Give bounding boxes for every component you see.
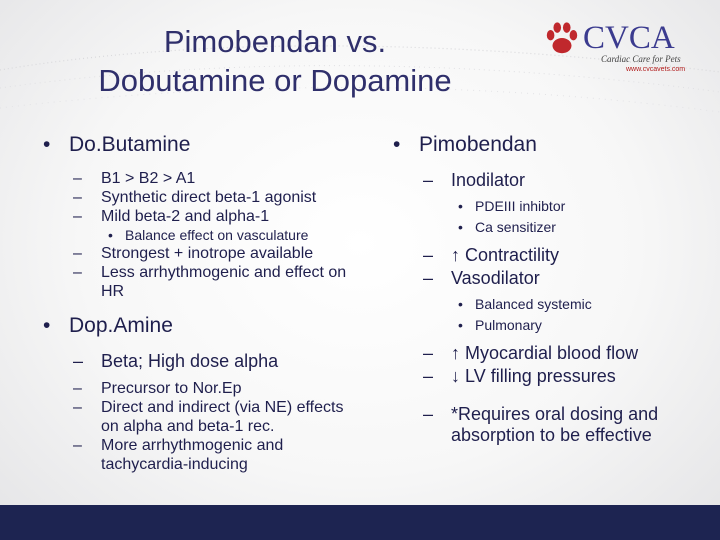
list-item: – Strongest + inotrope available bbox=[73, 245, 314, 262]
cvca-logo bbox=[543, 18, 693, 78]
list-item: – Inodilator bbox=[423, 170, 526, 190]
list-item: – Less arrhythmogenic and effect on HR bbox=[73, 264, 347, 300]
pimobendan-list bbox=[423, 169, 713, 446]
list-item: – Mild beta-2 and alpha-1 bbox=[73, 208, 270, 225]
right-column bbox=[393, 132, 713, 446]
up-arrow-icon: ↑ bbox=[451, 245, 460, 265]
list-item: – ↓ LV filling pressures bbox=[423, 366, 616, 386]
bullet: • bbox=[43, 133, 51, 156]
title-line-2: Dobutamine or Dopamine bbox=[98, 63, 452, 98]
footer-bar bbox=[0, 505, 720, 540]
list-item: – Beta; High dose alpha bbox=[73, 351, 279, 371]
sub-list-item: • PDEIII inhibtor bbox=[458, 198, 566, 214]
sub-list-item: • Ca sensitizer bbox=[458, 219, 556, 235]
list-item: – Vasodilator bbox=[423, 268, 540, 288]
paw-icon bbox=[543, 20, 581, 58]
left-column bbox=[43, 132, 363, 486]
sub-list-item: • Pulmonary bbox=[458, 317, 542, 333]
logo-brand: CVCA bbox=[583, 20, 675, 56]
list-item: – Direct and indirect (via NE) effects on alpha and beta-1 rec. bbox=[73, 399, 344, 435]
bullet: • bbox=[393, 133, 401, 156]
up-arrow-icon: ↑ bbox=[451, 343, 460, 363]
list-item: – *Requires oral dosing and absorption to be effective bbox=[423, 404, 659, 445]
slide-title bbox=[40, 22, 510, 100]
logo-tagline: Cardiac Care for Pets bbox=[601, 54, 681, 64]
list-item: – B1 > B2 > A1 bbox=[73, 170, 196, 187]
sub-list-item: • Balance effect on vasculature bbox=[108, 227, 309, 243]
list-item: – More arrhythmogenic and tachycardia-inducing bbox=[73, 437, 284, 473]
bullet: • bbox=[43, 314, 51, 337]
pimobendan-heading: • Pimobendan bbox=[393, 133, 537, 156]
down-arrow-icon: ↓ bbox=[451, 366, 460, 386]
list-item: – ↑ Myocardial blood flow bbox=[423, 343, 639, 363]
list-item: – ↑ Contractility bbox=[423, 245, 560, 265]
logo-website: www.cvcavets.com bbox=[626, 66, 686, 73]
dobutamine-list bbox=[73, 169, 363, 301]
dobutamine-heading: • Do.Butamine bbox=[43, 133, 191, 156]
list-item: – Precursor to Nor.Ep bbox=[73, 380, 242, 397]
dopamine-list bbox=[73, 350, 363, 474]
sub-list-item: • Balanced systemic bbox=[458, 296, 592, 312]
list-item: – Synthetic direct beta-1 agonist bbox=[73, 189, 317, 206]
title-line-1: Pimobendan vs. bbox=[163, 24, 387, 59]
dopamine-heading: • Dop.Amine bbox=[43, 314, 173, 337]
